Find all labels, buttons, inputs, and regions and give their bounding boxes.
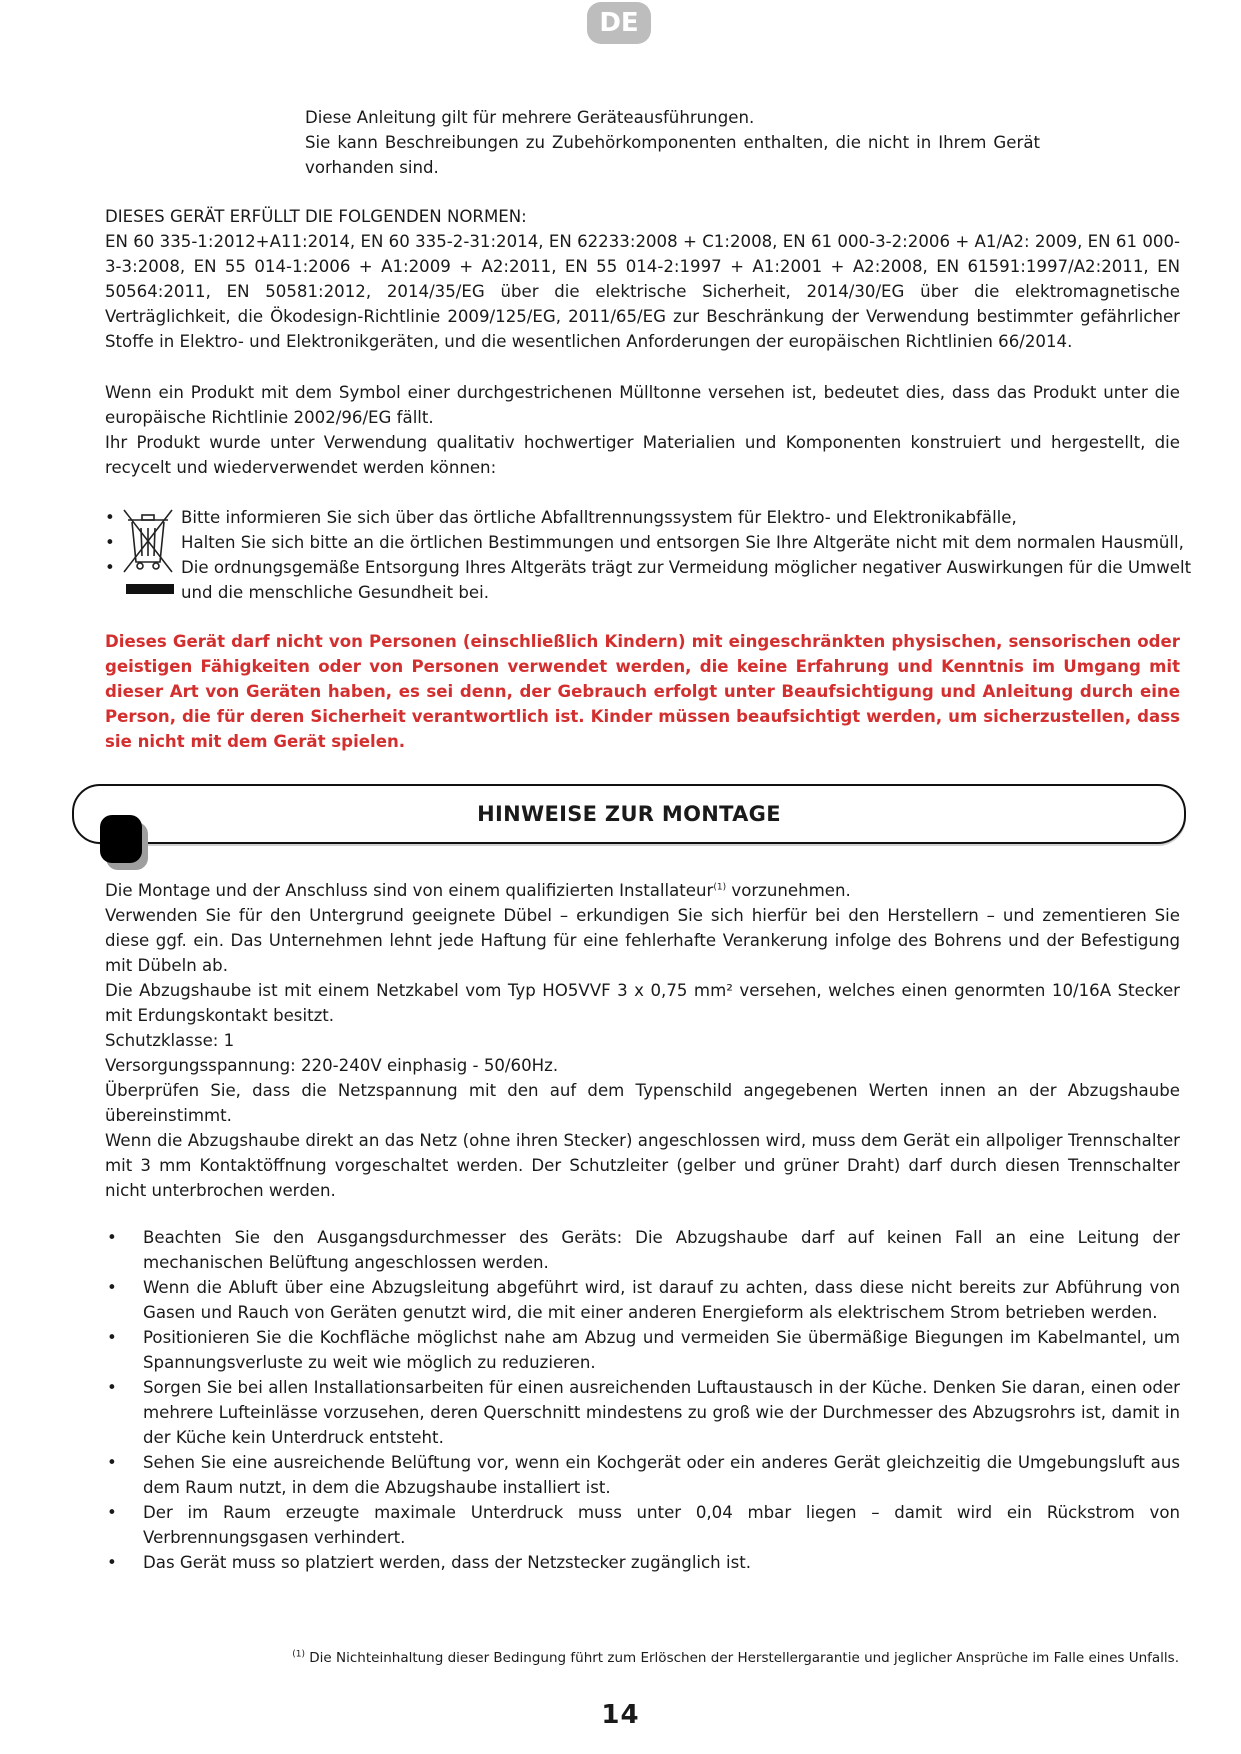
montage-paragraph-7: Wenn die Abzugshaube direkt an das Netz (ohne ihren Stecker) angeschlossen wird, muss dem Gerät ein allpoliger Trennschalter mit 3 mm Kontaktöffnung vorgeschaltet werden. Der Schutzleiter (gelber und grüner Draht) darf durch diesen Trennschalter nicht unterbrochen werden.	[105, 1131, 1180, 1200]
crossed-out-bin-icon	[118, 506, 178, 598]
bullet: •	[105, 508, 115, 527]
list-item	[105, 1325, 1180, 1375]
norms-text: EN 60 335-1:2012+A11:2014, EN 60 335-2-31:2014, EN 62233:2008 + C1:2008, EN 61 000-3-2:2006 + A1/A2: 2009, EN 61 000-3-3:2008, EN 55 014-1:2006 + A1:2009 + A2:2011, EN 55 014-2:1997 + A1:2001 + A2:2008, EN 61591:1997/A2:2011, EN 50564:2011, EN 50581:2012, 2014/35/EG über die elektrische Sicherheit, 2014/30/EG über die elektromagnetische Verträglichkeit, die Ökodesign-Richtlinie 2009/125/EG, 2011/65/EG zur Beschränkung der Verwendung bestimmter gefährlicher Stoffe in Elektro- und Elektronikgeräten, und die wesentlichen Anforderungen der europäischen Richtlinien 66/2014.	[105, 232, 1180, 351]
montage-paragraph-2: Verwenden Sie für den Untergrund geeignete Dübel – erkundigen Sie sich hierfür bei den Herstellern – und zementieren Sie diese ggf. ein. Das Unternehmen lehnt jede Haftung für eine fehlerhafte Verankerung infolge des Bohrens und der Befestigung mit Dübeln ab.	[105, 906, 1180, 975]
language-badge: DE	[587, 2, 651, 44]
montage-bullet-7: Das Gerät muss so platziert werden, dass der Netzstecker zugänglich ist.	[143, 1553, 751, 1572]
weee-paragraph-1: Wenn ein Produkt mit dem Symbol einer durchgestrichenen Mülltonne versehen ist, bedeutet dies, dass das Produkt unter die europäische Richtlinie 2002/96/EG fällt.	[105, 383, 1180, 427]
montage-p1-end: vorzunehmen.	[726, 881, 851, 900]
bullet: •	[107, 1278, 117, 1297]
montage-bullet-3: Positionieren Sie die Kochfläche möglichst nahe am Abzug und vermeiden Sie übermäßige Biegungen im Kabelmantel, um Spannungsverluste zu weit wie möglich zu reduzieren.	[143, 1328, 1180, 1372]
montage-paragraph-5: Versorgungsspannung: 220-240V einphasig - 50/60Hz.	[105, 1056, 559, 1075]
list-item	[105, 580, 1180, 605]
section-title: HINWEISE ZUR MONTAGE	[477, 802, 781, 826]
weee-bullet-1: Bitte informieren Sie sich über das örtliche Abfalltrennungssystem für Elektro- und Elektronikabfälle,	[181, 508, 1017, 527]
weee-paragraph-2: Ihr Produkt wurde unter Verwendung qualitativ hochwertiger Materialien und Komponenten konstruiert und hergestellt, die recycelt und wiederverwendet werden können:	[105, 433, 1180, 477]
list-item	[105, 1375, 1180, 1450]
weee-bullet-2: Halten Sie sich bitte an die örtlichen Bestimmungen und entsorgen Sie Ihre Altgeräte nicht mit dem normalen Hausmüll,	[181, 533, 1184, 552]
bullet: •	[107, 1553, 117, 1572]
list-item	[105, 1275, 1180, 1325]
list-item	[105, 505, 1180, 530]
footnote-text: Die Nichteinhaltung dieser Bedingung führt zum Erlöschen der Herstellergarantie und jeglicher Ansprüche im Falle eines Unfalls.	[309, 1650, 1179, 1666]
weee-bullet-list	[105, 505, 1192, 605]
bullet: •	[107, 1453, 117, 1472]
montage-paragraph-6: Überprüfen Sie, dass die Netzspannung mit den auf dem Typenschild angegebenen Werten innen an der Abzugshaube übereinstimmt.	[105, 1081, 1180, 1125]
bullet: •	[107, 1228, 117, 1247]
montage-bullet-1: Beachten Sie den Ausgangsdurchmesser des Geräts: Die Abzugshaube darf auf keinen Fall an eine Leitung der mechanischen Belüftung angeschlossen werden.	[143, 1228, 1180, 1272]
list-item	[105, 1500, 1180, 1550]
page-number: 14	[601, 1700, 640, 1730]
footnote-ref: (1)	[713, 882, 727, 893]
norms-heading: DIESES GERÄT ERFÜLLT DIE FOLGENDEN NORMEN:	[105, 207, 527, 226]
norms-block	[105, 204, 1180, 354]
montage-electrical	[105, 978, 1180, 1203]
intro-line-2: Sie kann Beschreibungen zu Zubehörkomponenten enthalten, die nicht in Ihrem Gerät vorhanden sind.	[305, 133, 1040, 177]
bullet: •	[105, 533, 115, 552]
list-item	[105, 1550, 1180, 1575]
bullet: •	[105, 558, 115, 577]
weee-block	[105, 380, 1180, 480]
bullet: •	[107, 1503, 117, 1522]
montage-intro	[105, 878, 1180, 978]
section-tab-marker	[100, 815, 142, 863]
bullet: •	[107, 1328, 117, 1347]
list-item	[105, 1225, 1180, 1275]
intro-line-1: Diese Anleitung gilt für mehrere Geräteausführungen.	[305, 108, 755, 127]
bullet: •	[107, 1378, 117, 1397]
intro-text	[305, 105, 1040, 180]
weee-bullet-3-continued: und die menschliche Gesundheit bei.	[181, 583, 490, 602]
montage-bullet-6: Der im Raum erzeugte maximale Unterdruck muss unter 0,04 mbar liegen – damit wird ein Rückstrom von Verbrennungsgasen verhindert.	[143, 1503, 1180, 1547]
montage-bullet-2: Wenn die Abluft über eine Abzugsleitung abgeführt wird, ist darauf zu achten, dass diese nicht bereits zur Abführung von Gasen und Rauch von Geräten genutzt wird, die mit einer anderen Energieform als elektrischem Strom betrieben werden.	[143, 1278, 1180, 1322]
footnote	[292, 1648, 1179, 1668]
list-item	[105, 530, 1184, 555]
list-item	[105, 1450, 1180, 1500]
montage-bullet-5: Sehen Sie eine ausreichende Belüftung vor, wenn ein Kochgerät oder ein anderes Gerät gleichzeitig die Umgebungsluft aus dem Raum nutzt, in dem die Abzugshaube installiert ist.	[143, 1453, 1180, 1497]
montage-bullet-list	[105, 1225, 1180, 1575]
montage-p1-text: Die Montage und der Anschluss sind von einem qualifizierten Installateur	[105, 881, 714, 900]
safety-warning: Dieses Gerät darf nicht von Personen (einschließlich Kindern) mit eingeschränkten physischen, sensorischen oder geistigen Fähigkeiten oder von Personen verwendet werden, die keine Erfahrung und Kenntnis im Umgang mit dieser Art von Geräten haben, es sei denn, der Gebrauch erfolgt unter Beaufsichtigung und Anleitung durch eine Person, die für deren Sicherheit verantwortlich ist. Kinder müssen beaufsichtigt werden, um sicherzustellen, dass sie nicht mit dem Gerät spielen.	[105, 632, 1180, 751]
montage-paragraph-3: Die Abzugshaube ist mit einem Netzkabel vom Typ HO5VVF 3 x 0,75 mm² versehen, welches einen genormten 10/16A Stecker mit Erdungskontakt besitzt.	[105, 981, 1180, 1025]
footnote-marker: (1)	[292, 1649, 305, 1660]
list-item	[105, 555, 1192, 580]
montage-paragraph-4: Schutzklasse: 1	[105, 1031, 235, 1050]
weee-bullet-3: Die ordnungsgemäße Entsorgung Ihres Altgeräts trägt zur Vermeidung möglicher negativer Auswirkungen für die Umwelt	[181, 558, 1192, 577]
montage-paragraph-1	[105, 878, 1180, 903]
montage-bullet-4: Sorgen Sie bei allen Installationsarbeiten für einen ausreichenden Luftaustausch in der Küche. Denken Sie daran, einen oder mehrere Lufteinlässe vorzusehen, deren Querschnitt mindestens zu groß wie der Durchmesser des Abzugsrohrs ist, damit in der Küche kein Unterdruck entsteht.	[143, 1378, 1180, 1447]
